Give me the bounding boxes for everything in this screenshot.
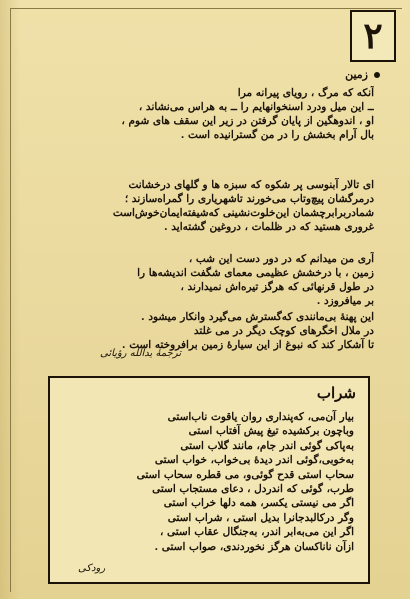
poem-line: وگر درکالبدجانرا بدیل استی ، شراب استی	[167, 511, 354, 524]
section-title: زمین	[345, 68, 368, 81]
poem-line: ای تالار آبنوسی پر شکوه که سبزه ها و گلهای درخشانت	[128, 179, 374, 191]
poem-line: به‌پاکی گوئی اندر جام، مانند گلاب استی	[180, 439, 354, 452]
stanza-3	[34, 252, 374, 308]
poem-line: وباچون برکشیده تیغ پیش آفتاب استی	[188, 425, 354, 438]
translator-credit: ترجمهٔ یدالله رؤیائی	[100, 348, 182, 359]
poem-line: او ، اندوهگین از پایان گرفتن در زیر این سقف های شوم ،	[121, 115, 374, 127]
poem-line: سحاب استی قدح گوئی‌و، می قطره سحاب استی	[136, 468, 354, 481]
poem-line: در طول قرنهائی که هرگز تیره‌اش نمیدارند ،	[180, 281, 374, 293]
poem-line: ازآن ناناکسان هرگز نخوردندی، صواب استی .	[154, 540, 354, 553]
poem-line: به‌خوبی،گوئی اندر دیدهٔ بی‌خواب، خواب استی	[154, 454, 354, 467]
wine-poem-box	[48, 376, 370, 584]
poem-line: بیار آن‌می، که‌پنداری روان یاقوت ناب‌استی	[167, 411, 354, 423]
box-poem	[62, 410, 354, 554]
poem-line: غروری هستید که در ظلمات ، دروغین گشته‌اید .	[163, 221, 374, 233]
poem-line: درمرگشان پیچ‌وتاب می‌خورند تاشهریاری را گمراه‌سازند ؛	[124, 193, 374, 205]
stanza-1	[34, 86, 374, 142]
poem-line: آری من میدانم که در دور دست این شب ،	[188, 253, 374, 265]
poem-line: شمادربرابرچشمان این‌خلوت‌نشینی که‌شیفته‌ایمان‌خوش‌است	[112, 207, 374, 219]
page-number-box	[350, 10, 396, 62]
poem-line: تا آشکار کند که نبوغ از این سیارهٔ زمین برافروخته است .	[121, 339, 374, 351]
box-author: رودکی	[78, 563, 106, 574]
poem-line: این پهنهٔ بی‌مانندی که‌گسترش می‌گیرد وانکار میشود .	[141, 311, 374, 323]
poem-line: در ملال اخگرهای کوچک دیگر در می غلتد	[193, 325, 374, 337]
box-title: شراب	[316, 384, 356, 402]
poem-line: آنکه که مرگ ، رویای پیرانه مرا	[237, 87, 374, 99]
stanza-2	[34, 178, 374, 234]
poem-line: اگر می نیستی یکسر، همه دلها خراب استی	[163, 497, 354, 510]
stanza-4	[34, 310, 374, 352]
poem-line: ــ این میل ودرد اسنخوانهایم را ــ به هراس می‌نشاند ،	[138, 101, 374, 113]
page-number: ۲	[363, 15, 383, 57]
poem-line: بر میافروزد .	[316, 295, 374, 307]
poem-line: زمین ، با درخشش عظیمی معمای شگفت اندیشه‌ها را	[137, 267, 374, 279]
poem-line: بال آرام بخشش را در من گسترانیده است .	[180, 129, 374, 141]
poem-line: طرب، گوئی که اندردل ، دعای مستجاب استی	[152, 483, 354, 496]
poem-line: اگر این می‌به‌ابر اندر، به‌جنگال عقاب استی ،	[159, 526, 354, 539]
